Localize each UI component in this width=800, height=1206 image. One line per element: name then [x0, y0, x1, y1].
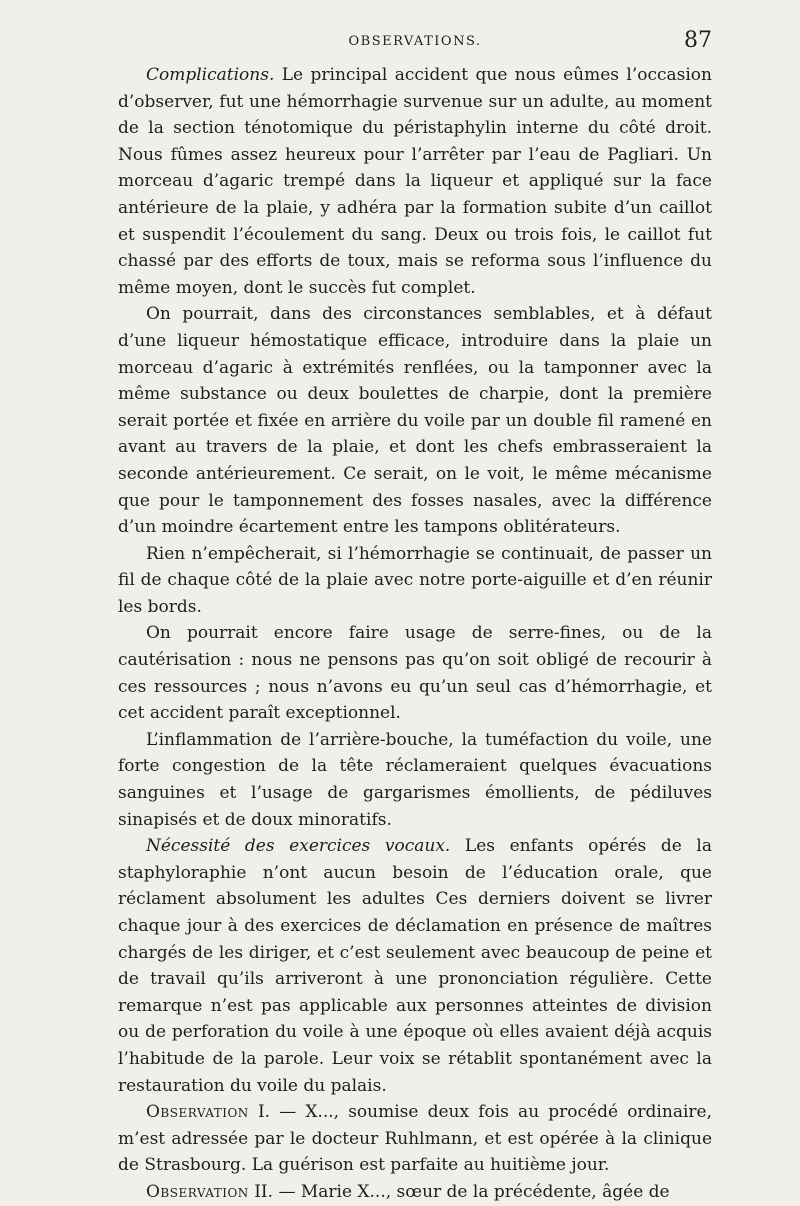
- paragraph-lead: Complications.: [146, 65, 275, 85]
- paragraph-text: I. — X..., soumise deux fois au procédé ordinaire, m’est adressée par le docteur Ruhlmann, et est opérée à la clinique de Strasbourg. La guérison est parfaite au huitième jour.: [118, 1102, 712, 1176]
- paragraph-text: II. — Marie X..., sœur de la précédente, âgée de: [248, 1181, 670, 1202]
- paragraph-tamponnement: On pourrait, dans des circonstances semblables, et à défaut d’une liqueur hémostatique efficace, introduire dans la plaie un morceau d’agaric à extrémités renflées, ou la tamponner avec la même substance ou deux boulettes de charpie, dont la première serait portée et fixée en arrière du voile par un double fil ramené en avant au travers de la plaie, et dont les chefs embrasseraient la seconde antérieurement. Ce serait, on le voit, le même mécanisme que pour le tamponnement des fosses nasales, avec la différence d’un moindre écartement entre les tampons oblitérateurs.: [118, 304, 712, 538]
- paragraph-text: Le principal accident que nous eûmes l’occasion d’observer, fut une hémorrhagie survenue sur un adulte, au moment de la section ténotomique du péristaphylin interne du côté droit. Nous fûmes assez heureux pour l’arrêter par l’eau de Pagliari. Un morceau d’agaric trempé dans la liqueur et appliqué sur la face antérieure de la plaie, y adhéra par la formation subite d’un caillot et suspendit l’écoulement du sang. Deux ou trois fois, le caillot fut chassé par des efforts de toux, mais se reforma sous l’influence du même moyen, dont le succès fut complet.: [118, 65, 712, 298]
- paragraph-inflammation: L’inflammation de l’arrière-bouche, la tuméfaction du voile, une forte congestion de la tête réclameraient quelques évacuations sanguines et l’usage de gargarismes émollients, de pédiluves sinapisés et de doux minoratifs.: [118, 729, 712, 830]
- page-number: 87: [684, 28, 712, 53]
- page-body: [118, 62, 712, 1206]
- paragraph-observation-2: [118, 1179, 712, 1206]
- paragraph-exercices-vocaux: [118, 833, 712, 1099]
- running-head: OBSERVATIONS.: [348, 34, 482, 49]
- page-header: [118, 28, 712, 58]
- observation-label: Observation: [146, 1102, 249, 1123]
- observation-label: Observation: [146, 1181, 249, 1202]
- paragraph-text: Les enfants opérés de la staphyloraphie n’ont aucun besoin de l’éducation orale, que réclament absolument les adultes Ces derniers doivent se livrer chaque jour à des exercices de déclamation en présence de maîtres chargés de les diriger, et c’est seulement avec beaucoup de peine et de travail qu’ils arriveront à une prononciation régulière. Cette remarque n’est pas applicable aux personnes atteintes de division ou de perforation du voile à une époque où elles avaient déjà acquis l’habitude de la parole. Leur voix se rétablit spontanément avec la restauration du voile du palais.: [118, 836, 712, 1096]
- paragraph-suture: Rien n’empêcherait, si l’hémorrhagie se continuait, de passer un fil de chaque côté de la plaie avec notre porte-aiguille et d’en réunir les bords.: [118, 543, 712, 617]
- paragraph-complications: [118, 62, 712, 301]
- paragraph-cauterisation: On pourrait encore faire usage de serre-fines, ou de la cautérisation : nous ne pensons pas qu’on soit obligé de recourir à ces ressources ; nous n’avons eu qu’un seul cas d’hémorrhagie, et cet accident paraît exceptionnel.: [118, 623, 712, 724]
- paragraph-observation-1: [118, 1099, 712, 1179]
- paragraph-lead: Nécessité des exercices vocaux.: [146, 836, 451, 857]
